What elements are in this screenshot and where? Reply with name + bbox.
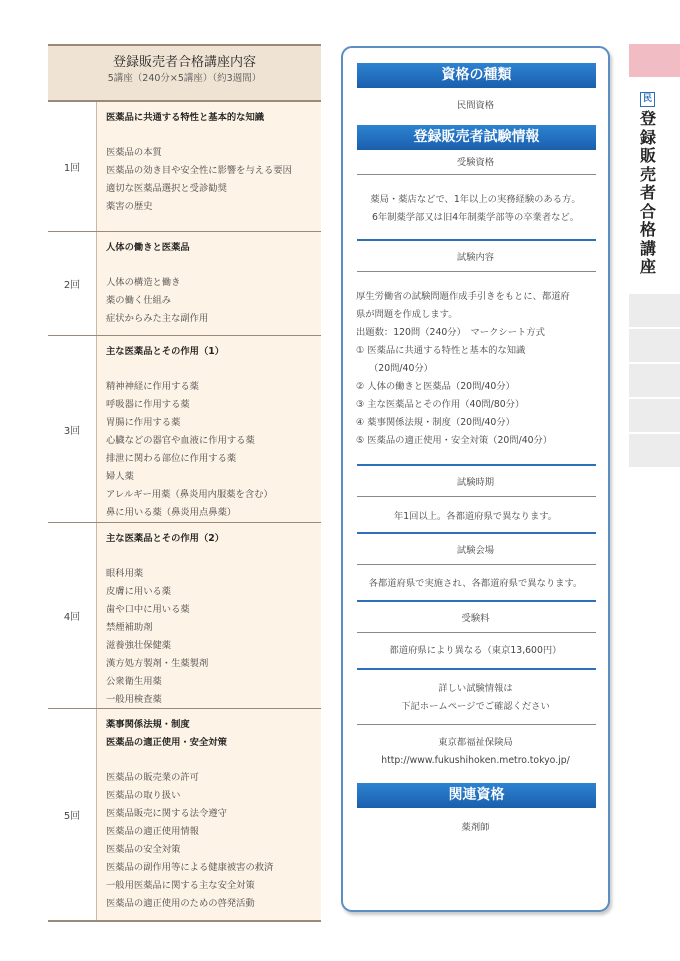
- session-title: 主な医薬品とその作用（2）: [106, 533, 225, 544]
- session-item: 医薬品の安全対策: [106, 844, 181, 855]
- exam-info-heading: 登録販売者試験情報: [357, 125, 596, 150]
- content-line: 厚生労働省の試験問題作成手引きをもとに、都道府: [356, 291, 570, 302]
- session-item: 医薬品の効き目や安全性に影響を与える要因: [106, 165, 292, 176]
- session-item: 医薬品の適正使用のための啓発活動: [106, 898, 255, 909]
- session-number: 1回: [48, 102, 97, 231]
- side-tab[interactable]: [629, 434, 680, 467]
- session-row: [48, 336, 321, 523]
- section-divider: [357, 532, 596, 534]
- section-divider: [357, 600, 596, 602]
- session-item: 適切な医薬品選択と受診勧奨: [106, 183, 227, 194]
- session-item: 症状からみた主な副作用: [106, 313, 209, 324]
- session-item: 眼科用薬: [106, 568, 144, 579]
- session-title: 医薬品の適正使用・安全対策: [106, 737, 227, 748]
- course-title: 登録販売者合格講座内容: [112, 55, 256, 70]
- session-item: 人体の構造と働き: [106, 277, 181, 288]
- side-tab[interactable]: [629, 364, 680, 397]
- eligibility-label: 受験資格: [456, 157, 495, 168]
- section-divider: [357, 464, 596, 466]
- fee-label: 受験料: [461, 613, 490, 624]
- session-item: 医薬品の本質: [106, 147, 162, 158]
- content-line: ② 人体の働きと医薬品（20問/40分）: [356, 381, 515, 392]
- session-item: 公衆衛生用薬: [106, 676, 162, 687]
- divider: [357, 496, 596, 497]
- course-subtitle: 5講座（240分×5講座）（約3週間）: [107, 73, 262, 84]
- side-title-vertical: 登録販売者合格講座: [639, 109, 656, 276]
- eligibility-line: 薬局・薬店などで、1年以上の実務経験のある方。: [370, 194, 581, 205]
- divider: [357, 632, 596, 633]
- content-line: （20問/40分）: [369, 363, 433, 374]
- session-item: 皮膚に用いる薬: [106, 586, 172, 597]
- content-label: 試験内容: [456, 252, 495, 263]
- session-content: [97, 336, 321, 522]
- timing-label: 試験時期: [456, 477, 495, 488]
- session-item: 薬の働く仕組み: [106, 295, 172, 306]
- content-line: ⑤ 医薬品の適正使用・安全対策（20問/40分）: [356, 435, 553, 446]
- section-divider: [357, 668, 596, 670]
- venue-label: 試験会場: [456, 545, 495, 556]
- section-divider: [357, 239, 596, 241]
- divider: [357, 271, 596, 272]
- session-item: 一般用医薬品に関する主な安全対策: [106, 880, 255, 891]
- session-item: 胃腸に作用する薬: [106, 417, 181, 428]
- side-tab[interactable]: [629, 399, 680, 432]
- content-line: ③ 主な医薬品とその作用（40問/80分）: [356, 399, 525, 410]
- related-value: 薬剤師: [461, 822, 490, 833]
- related-heading: 関連資格: [357, 783, 596, 808]
- session-item: アレルギー用薬（鼻炎用内服薬を含む）: [106, 489, 273, 500]
- fee-value: 都道府県により異なる（東京13,600円）: [389, 645, 562, 656]
- session-content: [97, 523, 321, 708]
- session-item: 鼻に用いる薬（鼻炎用点鼻薬）: [106, 507, 237, 518]
- timing-value: 年1回以上。各都道府県で異なります。: [393, 511, 558, 522]
- venue-value: 各都道府県で実施され、各都道府県で異なります。: [368, 578, 583, 589]
- divider: [357, 724, 596, 725]
- session-item: 婦人薬: [106, 471, 134, 482]
- session-item: 薬害の歴史: [106, 201, 153, 212]
- session-item: 禁煙補助剤: [106, 622, 153, 633]
- session-item: 医薬品の販売業の許可: [106, 772, 199, 783]
- content-line: ① 医薬品に共通する特性と基本的な知識: [356, 345, 526, 356]
- session-row: [48, 709, 321, 922]
- session-title: 薬事関係法規・制度: [106, 719, 190, 730]
- session-number: 4回: [48, 523, 97, 708]
- session-number: 5回: [48, 709, 97, 920]
- session-title: 医薬品に共通する特性と基本的な知識: [106, 112, 265, 123]
- qual-type-heading: 資格の種類: [357, 63, 596, 88]
- content-line: 出題数：120問（240分） マークシート方式: [356, 327, 545, 338]
- content-line: ④ 薬事関係法規・制度（20問/40分）: [356, 417, 515, 428]
- org-name: 東京都福祉保険局: [438, 737, 513, 748]
- session-row: [48, 102, 321, 232]
- session-item: 漢方処方製剤・生薬製剤: [106, 658, 209, 669]
- qual-type-value: 民間資格: [456, 100, 495, 111]
- session-item: 心臓などの器官や血液に作用する薬: [106, 435, 255, 446]
- divider: [357, 174, 596, 175]
- session-item: 滋養強壮保健薬: [106, 640, 172, 651]
- session-content: [97, 709, 321, 920]
- detail-line: 詳しい試験情報は: [438, 683, 513, 694]
- content-line: 県が問題を作成します。: [356, 309, 458, 320]
- session-item: 医薬品の取り扱い: [106, 790, 181, 801]
- session-row: [48, 232, 321, 336]
- side-tab[interactable]: [629, 294, 680, 327]
- session-item: 歯や口中に用いる薬: [106, 604, 190, 615]
- session-row: [48, 523, 321, 709]
- exam-info-panel: [341, 46, 610, 912]
- session-item: 精神神経に作用する薬: [106, 381, 199, 392]
- session-item: 医薬品の適正使用情報: [106, 826, 199, 837]
- session-item: 医薬品の副作用等による健康被害の救済: [106, 862, 274, 873]
- org-url-link[interactable]: http://www.fukushihoken.metro.tokyo.jp/: [381, 755, 570, 766]
- session-item: 医薬品販売に関する法令遵守: [106, 808, 227, 819]
- session-number: 3回: [48, 336, 97, 522]
- session-item: 一般用検査薬: [106, 694, 162, 705]
- course-table: [48, 44, 321, 922]
- session-number: 2回: [48, 232, 97, 335]
- side-tab-active[interactable]: [629, 44, 680, 77]
- side-tab[interactable]: [629, 329, 680, 362]
- session-content: [97, 232, 321, 335]
- session-content: [97, 102, 321, 231]
- eligibility-line: 6年制薬学部又は旧4年制薬学部等の卒業者など。: [371, 212, 580, 223]
- session-title: 主な医薬品とその作用（1）: [106, 346, 225, 357]
- session-item: 排泄に関わる部位に作用する薬: [106, 453, 237, 464]
- detail-line: 下記ホームページでご確認ください: [401, 701, 550, 712]
- session-title: 人体の働きと医薬品: [106, 242, 190, 253]
- side-badge: 民: [640, 92, 655, 107]
- session-item: 呼吸器に作用する薬: [106, 399, 190, 410]
- divider: [357, 564, 596, 565]
- course-table-header: [48, 44, 321, 102]
